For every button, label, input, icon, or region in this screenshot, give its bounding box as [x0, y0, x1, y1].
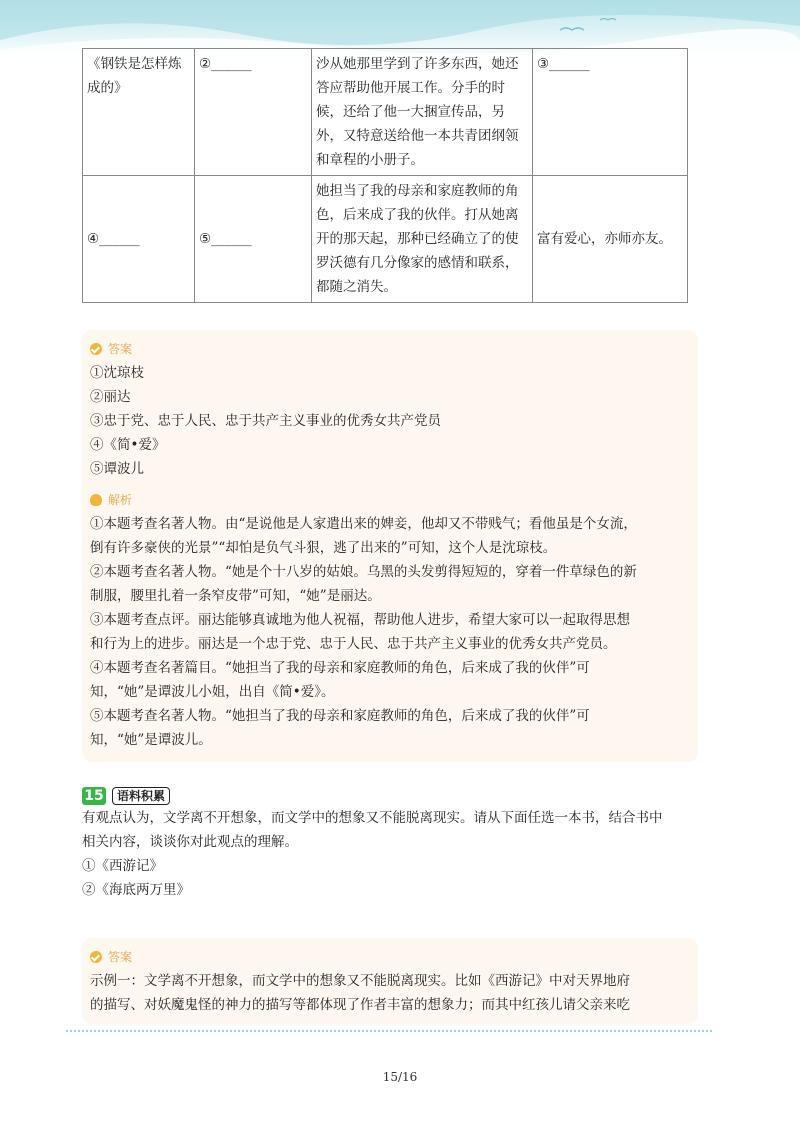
answer-line: 示例一：文学离不开想象，而文学中的想象又不能脱离现实。比如《西游记》中对天界地府	[90, 973, 630, 989]
analysis-tag-label: 解析	[108, 493, 133, 507]
character-table	[82, 48, 688, 303]
analysis-line: 制服，腰里扎着一条窄皮带”可知，“她”是丽达。	[90, 588, 381, 604]
table-cell: ③______	[533, 49, 688, 176]
table-cell: ⑤______	[195, 176, 312, 303]
analysis-line: ②本题考查名著人物。“她是个十八岁的姑娘。乌黑的头发剪得短短的，穿着一件草绿色的新	[90, 564, 637, 580]
answer-box-2	[82, 938, 698, 1024]
question-line: 相关内容，谈谈你对此观点的理解。	[82, 834, 298, 850]
answer-list	[90, 361, 698, 481]
answer-line: ④《简•爱》	[90, 437, 166, 453]
lightbulb-icon	[90, 494, 102, 506]
analysis-line: ④本题考查名著篇目。“她担当了我的母亲和家庭教师的角色，后来成了我的伙伴”可	[90, 660, 590, 676]
analysis-line: 倒有许多豪侠的光景”“却怕是负气斗狠，逃了出来的”可知，这个人是沈琼枝。	[90, 540, 557, 556]
question-type-badge: 语料积累	[112, 787, 170, 805]
analysis-line: 和行为上的进步。丽达是一个忠于党、忠于人民、忠于共产主义事业的优秀女共产党员。	[90, 636, 617, 652]
table-row	[83, 49, 688, 176]
answer-text	[90, 969, 698, 1017]
table-cell: ④______	[83, 176, 195, 303]
page-number: 15/16	[382, 1070, 418, 1084]
answer-line: ③忠于党、忠于人民、忠于共产主义事业的优秀女共产党员	[90, 413, 441, 429]
check-icon	[90, 343, 102, 355]
answer-line: ⑤谭波儿	[90, 461, 144, 477]
analysis-line: ③本题考查点评。丽达能够真诚地为他人祝福，帮助他人进步，希望大家可以一起取得思想	[90, 612, 630, 628]
answer-tag-label: 答案	[108, 950, 133, 964]
analysis-line: ①本题考查名著人物。由“是说他是人家遣出来的婢妾，他却又不带贱气；看他虽是个女流，	[90, 516, 637, 532]
table-cell: 她担当了我的母亲和家庭教师的角色，后来成了我的伙伴。打从她离开的那天起，那种已经确立了的使罗沃德有几分像家的感情和联系，都随之消失。	[312, 176, 533, 303]
table-cell: 富有爱心，亦师亦友。	[533, 176, 688, 303]
check-icon	[90, 951, 102, 963]
answer-analysis-box	[82, 330, 698, 762]
answer-tag	[90, 340, 698, 357]
table-cell: 《钢铁是怎样炼成的》	[83, 49, 195, 176]
answer-line: 的描写、对妖魔鬼怪的神力的描写等都体现了作者丰富的想象力；而其中红孩儿请父亲来吃	[90, 997, 630, 1013]
analysis-line: 知，“她”是谭波儿。	[90, 732, 212, 748]
answer-tag	[90, 948, 698, 965]
question-option: ①《西游记》	[82, 858, 163, 874]
analysis-tag	[90, 491, 698, 508]
table-cell: ②______	[195, 49, 312, 176]
question-number: 15	[82, 787, 106, 805]
question-header	[82, 787, 170, 805]
answer-line: ①沈琼枝	[90, 365, 144, 381]
dotted-divider	[66, 1030, 712, 1032]
answer-line: ②丽达	[90, 389, 131, 405]
question-body	[82, 806, 663, 902]
question-line: 有观点认为，文学离不开想象，而文学中的想象又不能脱离现实。请从下面任选一本书，结合书中	[82, 810, 663, 826]
analysis-line: 知，“她”是谭波儿小姐，出自《简•爱》。	[90, 684, 335, 700]
analysis-list	[90, 512, 698, 752]
table-row	[83, 176, 688, 303]
analysis-line: ⑤本题考查名著人物。“她担当了我的母亲和家庭教师的角色，后来成了我的伙伴”可	[90, 708, 590, 724]
answer-tag-label: 答案	[108, 342, 133, 356]
question-option: ②《海底两万里》	[82, 882, 190, 898]
table-cell: 沙从她那里学到了许多东西，她还答应帮助他开展工作。分手的时候，还给了他一大捆宣传品，另外，又特意送给他一本共青团纲领和章程的小册子。	[312, 49, 533, 176]
